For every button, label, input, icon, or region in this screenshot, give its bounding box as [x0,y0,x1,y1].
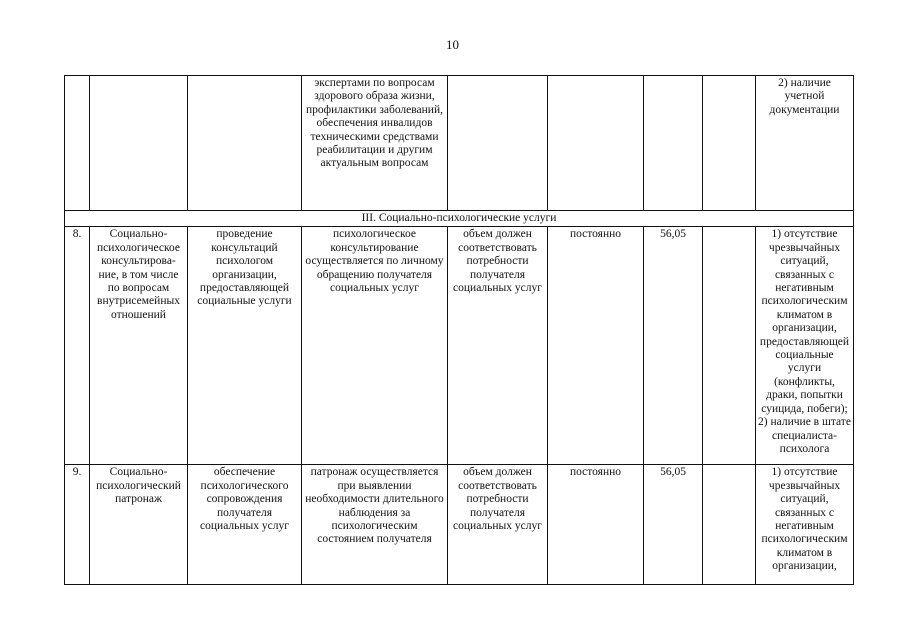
service-name: Социально-психологический патронаж [90,465,188,585]
section-row [65,211,854,227]
cell-empty [703,465,756,585]
cell-empty [448,76,548,211]
cell-empty [90,76,188,211]
services-table [64,75,854,585]
cell-empty [703,227,756,465]
cell-empty [548,76,644,211]
service-description: психологическое консультирование осуществляется по личному обращению получателя социальных услуг [302,227,448,465]
section-title: III. Социально-психологические услуги [65,211,854,227]
service-description: патронаж осуществляется при выявлении необходимости длительного наблюдения за психологическим состоянием получателя [302,465,448,585]
cell-empty [65,76,90,211]
table-row [65,227,854,465]
row-number: 8. [65,227,90,465]
service-quality: 1) отсутствие чрезвычайных ситуаций, связанных с негативным психологическим климатом в организации, предоставляющей социальные услуги (конфликты, драки, попытки суицида, побеги); 2) наличие в штате специалиста-психолога [756,227,854,465]
service-content: проведение консультаций психологом организации, предоставляющей социальные услуги [188,227,302,465]
cell-empty [188,76,302,211]
cell-empty [703,76,756,211]
continuation-description: экспертами по вопросам здорового образа жизни, профилактики заболеваний, обеспечения инвалидов техническими средствами реабилитации и другим актуальным вопросам [302,76,448,211]
service-tariff: 56,05 [644,227,703,465]
service-period: постоянно [548,465,644,585]
service-volume: объем должен соответствовать потребности получателя социальных услуг [448,227,548,465]
continuation-row [65,76,854,211]
service-period: постоянно [548,227,644,465]
service-volume: объем должен соответствовать потребности получателя социальных услуг [448,465,548,585]
continuation-quality: 2) наличие учетной документации [756,76,854,211]
table-row [65,465,854,585]
page-number: 10 [446,37,459,52]
service-content: обеспечение психологического сопровождения получателя социальных услуг [188,465,302,585]
service-quality: 1) отсутствие чрезвычайных ситуаций, связанных с негативным психологическим климатом в организации, [756,465,854,585]
row-number: 9. [65,465,90,585]
service-name: Социально-психологическое консультирова-ние, в том числе по вопросам внутрисемейных отношений [90,227,188,465]
service-tariff: 56,05 [644,465,703,585]
cell-empty [644,76,703,211]
